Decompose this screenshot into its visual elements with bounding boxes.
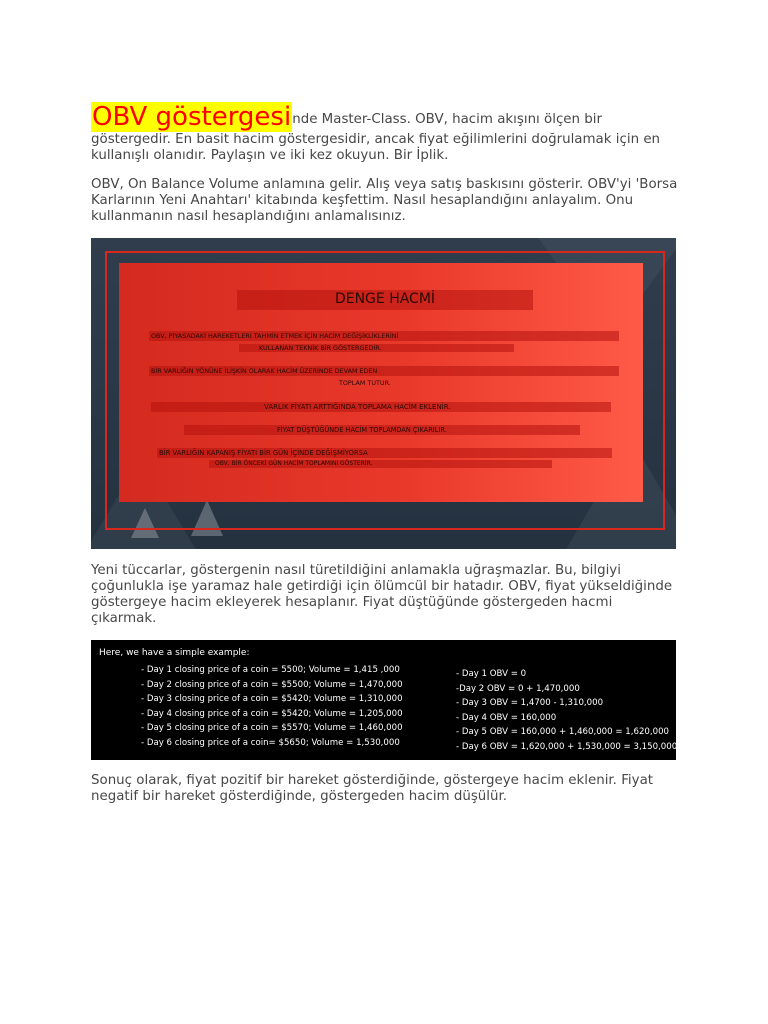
example-row: - Day 4 OBV = 160,000 [456, 712, 557, 723]
paragraph-conclusion: Sonuç olarak, fiyat pozitif bir hareket gösterdiğinde, göstergeye hacim eklenir. Fiyat negatif bir hareket gösterdiğinde, göstergeden hacim düşülür. [91, 773, 654, 804]
paragraph-new-traders: Yeni tüccarlar, göstergenin nasıl türetildiğini anlamakla uğraşmazlar. Bu, bilgiyi çoğunlukla işe yaramaz hale getirdiği için ölümcül bir hatadır. OBV, fiyat yükseldiğinde göstergeye hacim ekleyerek hesaplanır. Fiyat düştüğünde göstergeden hacmi çıkarmak. [91, 563, 673, 626]
slide-text: OBV, PİYASADAKİ HAREKETLERİ TAHMİN ETMEK İÇİN HACİM DEĞİŞİKLİKLERİNİ [151, 332, 399, 340]
example-image [91, 640, 676, 760]
example-left-column [141, 663, 403, 751]
slide-heading: DENGE HACMİ [334, 291, 436, 307]
slide-image [91, 238, 676, 549]
slide-text: BİR VARLIĞIN KAPANIŞ FİYATI BİR GÜN İÇİNDE DEĞİŞMİYORSA [159, 449, 368, 457]
example-row: - Day 3 OBV = 1,4700 - 1,310,000 [456, 698, 604, 709]
example-right-column [456, 667, 677, 755]
paragraph-obv-definition: OBV, On Balance Volume anlamına gelir. Alış veya satış baskısını gösterir. OBV'yi 'Borsa Karlarının Yeni Anahtarı' kitabında keşfettim. Nasıl hesaplandığını anlayalım. Onu kullanmanın nasıl hesaplandığını anlamalısınız. [91, 177, 678, 224]
slide-panel [119, 263, 643, 502]
example-row: - Day 5 OBV = 160,000 + 1,460,000 = 1,620,000 [456, 727, 670, 738]
example-row: - Day 5 closing price of a coin = $5570; Volume = 1,460,000 [141, 723, 403, 734]
slide-text: VARLIK FİYATI ARTTIĞINDA TOPLAMA HACİM EKLENİR. [264, 403, 451, 411]
intro-text: nde Master-Class. OBV, hacim akışını ölçen bir göstergedir. En basit hacim göstergesidir, ancak fiyat eğilimlerini doğrulamak için en kullanışlı olanıdır. Paylaşın ve iki kez okuyun. Bir İplik. [91, 112, 661, 163]
example-row: - Day 1 OBV = 0 [456, 669, 527, 679]
example-heading: Here, we have a simple example: [99, 648, 250, 658]
slide-text: OBV, BİR ÖNCEKİ GÜN HACİM TOPLAMINI GÖSTERİR. [215, 460, 373, 467]
example-row: - Day 6 OBV = 1,620,000 + 1,530,000 = 3,150,000 [456, 741, 678, 752]
slide-text: KULLANAN TEKNİK BİR GÖSTERGEDİR. [259, 344, 382, 352]
intro-paragraph [91, 102, 681, 164]
example-row: - Day 2 closing price of a coin = $5500; Volume = 1,470,000 [141, 679, 403, 690]
example-row: - Day 6 closing price of a coin= $5650; Volume = 1,530,000 [141, 737, 400, 748]
slide-text: FİYAT DÜŞTÜĞÜNDE HACİM TOPLAMDAN ÇIKARILIR. [277, 426, 447, 434]
example-row: - Day 4 closing price of a coin = $5420; Volume = 1,205,000 [141, 708, 403, 719]
example-row: - Day 3 closing price of a coin = $5420; Volume = 1,310,000 [141, 694, 403, 705]
example-row: - Day 1 closing price of a coin = 5500; Volume = 1,415 ,000 [141, 665, 400, 675]
page-title: OBV göstergesi [92, 102, 292, 132]
example-row: -Day 2 OBV = 0 + 1,470,000 [456, 683, 580, 694]
slide-text: TOPLAM TUTUR. [339, 379, 391, 387]
slide-text: BİR VARLIĞIN YÖNÜNE İLİŞKİN OLARAK HACİM ÜZERİNDE DEVAM EDEN [151, 367, 378, 375]
